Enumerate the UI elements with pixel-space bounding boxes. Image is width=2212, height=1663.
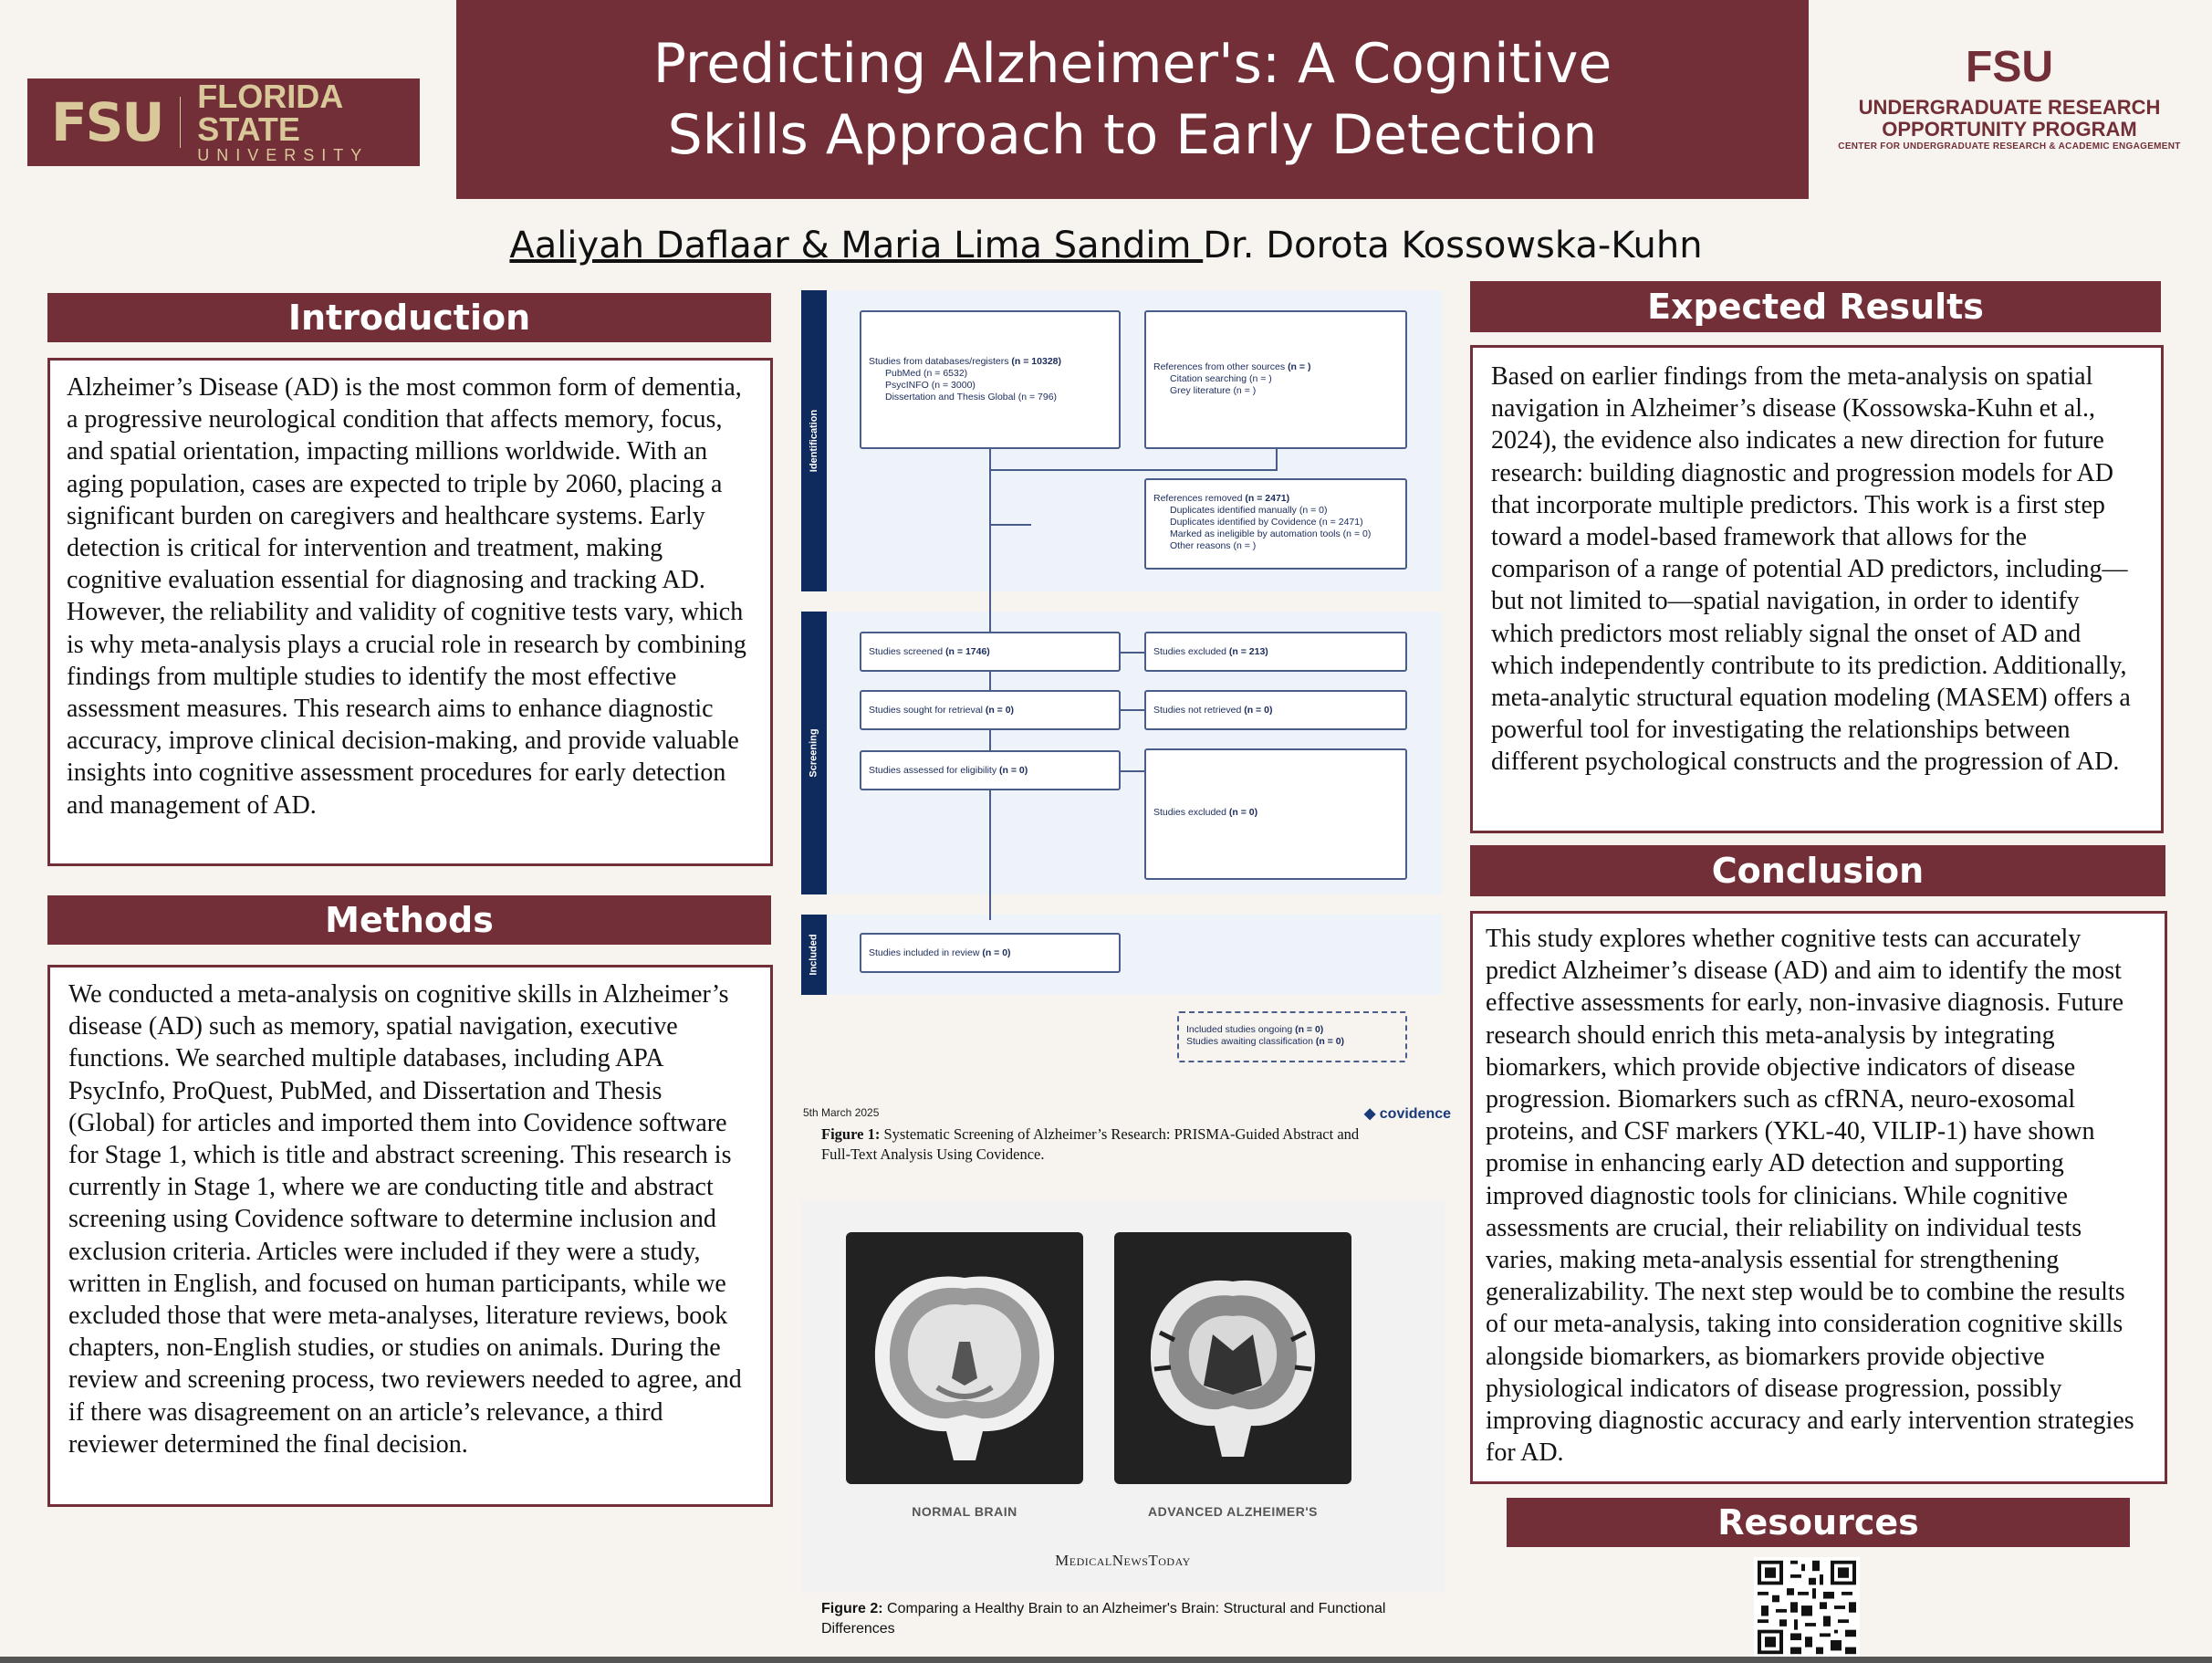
covidence-logo: ◆ covidence xyxy=(1364,1106,1452,1122)
normal-brain-label: NORMAL BRAIN xyxy=(912,1504,1017,1519)
bottom-edge xyxy=(0,1657,2212,1663)
figure1-caption: Figure 1: Systematic Screening of Alzheimer’s Research: PRISMA-Guided Abstract and Full-Text Analysis Using Covidence. xyxy=(821,1125,1360,1163)
merge-line xyxy=(989,469,1278,471)
brain-comparison-figure xyxy=(801,1200,1445,1593)
ongoing-awaiting-box: Included studies ongoing (n = 0) Studies awaiting classification (n = 0) xyxy=(1177,1011,1407,1062)
medical-news-today-logo: MedicalNewsToday xyxy=(1055,1552,1191,1569)
logo-divider xyxy=(180,97,182,148)
fsu-logo-mark: FSU xyxy=(51,91,163,153)
studies-included-box: Studies included in review (n = 0) xyxy=(860,933,1121,973)
db-records-box: Studies from databases/registers (n = 10328) PubMed (n = 6532) PsycINFO (n = 3000) Dissertation and Thesis Global (n = 796) xyxy=(860,310,1121,449)
studies-assessed-box: Studies assessed for eligibility (n = 0) xyxy=(860,750,1121,790)
resources-heading: Resources xyxy=(1507,1498,2130,1547)
alzheimers-brain-label: ADVANCED ALZHEIMER'S xyxy=(1148,1504,1318,1519)
resources-qr-code[interactable] xyxy=(1754,1557,1860,1658)
mentor-author: Dr. Dorota Kossowska-Kuhn xyxy=(1203,225,1703,267)
conclusion-body: This study explores whether cognitive tests can accurately predict Alzheimer’s disease (AD) and aim to identify the most effective assessments for early, non-invasive diagnosis. Future research should enrich this meta-analysis by integrating biomarkers, which provide objective indicators of disease progression. Biomarkers such as cfRNA, neuro-exosomal proteins, and CSF markers (YKL-40, VILIP-1) have shown promise in enhancing early AD detection and supporting improved diagnostic tools for clinicians. While cognitive assessments are crucial, their reliability on individual tests varies, making meta-analysis essential for strengthening generalizability. The next step would be to combine the results of our meta-analysis, taking into consideration cognitive skills alongside biomarkers, as biomarkers provide objective physiological indicators of disease progression, possibly improving diagnostic accuracy and early intervention strategies for AD. xyxy=(1470,911,2167,1484)
covidence-icon: ◆ xyxy=(1364,1106,1376,1122)
urop-logo xyxy=(1818,43,2201,153)
references-removed-box: References removed (n = 2471) Duplicates identified manually (n = 0) Duplicates identified by Covidence (n = 2471) Marked as ineligible by automation tools (n = 0) Other reasons (n = ) xyxy=(1144,478,1407,570)
prisma-flow-diagram xyxy=(801,290,1442,1112)
methods-body: We conducted a meta-analysis on cognitive skills in Alzheimer’s disease (AD) such as memory, spatial navigation, executive functions. We searched multiple databases, including APA PsycInfo, ProQuest, PubMed, and Dissertation and Thesis (Global) for articles and imported them into Covidence software for Stage 1, which is title and abstract screening. This research is currently in Stage 1, where we are conducting title and abstract screening using Covidence software to determine inclusion and exclusion criteria. Articles were included if they were a study, written in English, and focused on human participants, while we excluded those that were meta-analyses, literature reviews, book chapters, non-English studies, or studies on animals. During the review and screening process, two reviewers needed to agree, and if there was disagreement on an article’s relevance, a third reviewer determined the final decision. xyxy=(47,965,773,1507)
university-name xyxy=(197,80,420,164)
identification-band-label: Identification xyxy=(801,290,827,591)
main-flow-line xyxy=(989,449,991,920)
urop-logo-mark: FSU xyxy=(1966,43,2053,91)
screening-band-label: Screening xyxy=(801,612,827,894)
conclusion-heading: Conclusion xyxy=(1470,845,2165,896)
expected-results-heading: Expected Results xyxy=(1470,281,2161,332)
other-sources-box: References from other sources (n = ) Citation searching (n = ) Grey literature (n = ) xyxy=(1144,310,1407,449)
urop-line1: UNDERGRADUATE RESEARCH xyxy=(1858,96,2161,119)
urop-line3: CENTER FOR UNDERGRADUATE RESEARCH & ACADEMIC ENGAGEMENT xyxy=(1838,141,2181,152)
authors xyxy=(0,225,2212,267)
university-name-line2: UNIVERSITY xyxy=(197,146,370,164)
studies-excluded-box: Studies excluded (n = 213) xyxy=(1144,632,1407,672)
alzheimers-brain-image xyxy=(1114,1232,1351,1484)
fsu-logo xyxy=(27,78,420,166)
prisma-date: 5th March 2025 xyxy=(803,1106,880,1119)
normal-brain-image xyxy=(846,1232,1083,1484)
studies-sought-box: Studies sought for retrieval (n = 0) xyxy=(860,690,1121,730)
studies-excluded-eligibility-box: Studies excluded (n = 0) xyxy=(1144,748,1407,880)
introduction-heading: Introduction xyxy=(47,293,771,342)
other-sources-line xyxy=(1276,449,1278,471)
urop-line2: OPPORTUNITY PROGRAM xyxy=(1882,118,2137,141)
removed-connector xyxy=(989,524,1031,526)
university-name-line1: FLORIDA STATE xyxy=(197,78,342,148)
qr-code-icon xyxy=(1754,1557,1860,1658)
studies-not-retrieved-box: Studies not retrieved (n = 0) xyxy=(1144,690,1407,730)
figure2-caption: Figure 2: Comparing a Healthy Brain to an Alzheimer's Brain: Structural and Functional Differences xyxy=(821,1601,1386,1637)
methods-heading: Methods xyxy=(47,895,771,945)
poster-title-line1: Predicting Alzheimer's: A Cognitive xyxy=(652,32,1612,96)
included-band-label: Included xyxy=(801,915,827,995)
poster-title xyxy=(456,0,1809,199)
poster-title-line2: Skills Approach to Early Detection xyxy=(667,103,1598,167)
student-authors: Aaliyah Daflaar & Maria Lima Sandim xyxy=(509,225,1204,267)
expected-results-body: Based on earlier findings from the meta-analysis on spatial navigation in Alzheimer’s disease (Kossowska-Kuhn et al., 2024), the evidence also indicates a new direction for future research: building diagnostic and progression models for AD that incorporate multiple predictors. This work is a first step toward a model-based framework that allows for the comparison of a range of potential AD predictors, including—but not limited to—spatial navigation, in order to identify which predictors most reliably signal the onset of AD and which independently contribute to its prediction. Additionally, meta-analytic structural equation modeling (MASEM) offers a powerful tool for investigating the relationships between different psychological constructs and the progression of AD. xyxy=(1470,345,2164,833)
studies-screened-box: Studies screened (n = 1746) xyxy=(860,632,1121,672)
introduction-body: Alzheimer’s Disease (AD) is the most common form of dementia, a progressive neurological condition that affects memory, focus, and spatial orientation, impacting millions worldwide. With an aging population, cases are expected to triple by 2060, placing a significant burden on caregivers and healthcare systems. Early detection is critical for intervention and treatment, making cognitive evaluation essential for diagnosing and tracking AD. However, the reliability and validity of cognitive tests vary, which is why meta-analysis plays a crucial role in research by combining findings from multiple studies to identify the most effective assessment measures. This research aims to enhance diagnostic accuracy, improve clinical decision-making, and provide valuable insights into cognitive assessment procedures for early detection and management of AD. xyxy=(47,358,773,866)
